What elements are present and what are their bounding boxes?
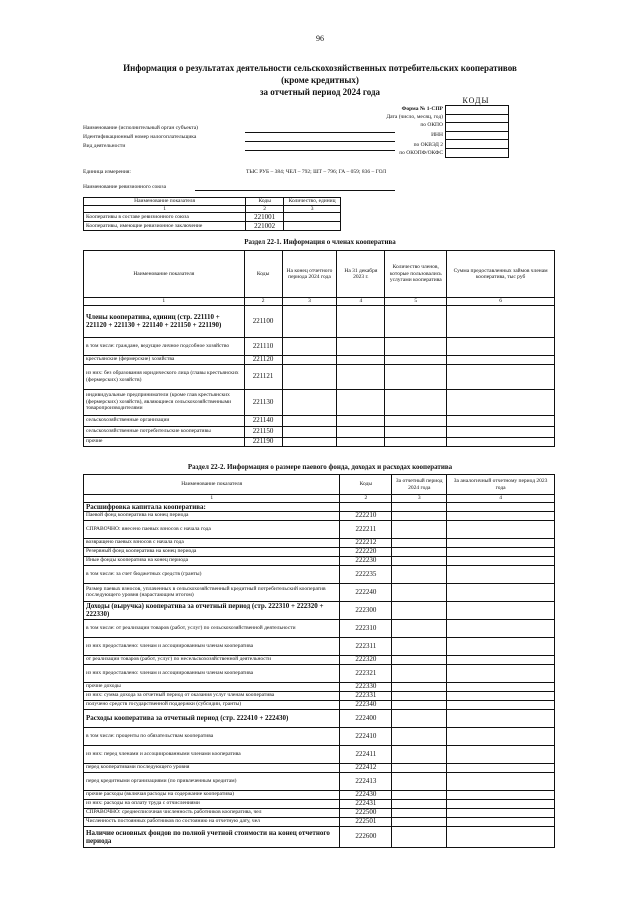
table-row	[84, 547, 555, 556]
value-cell[interactable]	[337, 364, 385, 389]
s2-colnum: 2	[340, 495, 392, 503]
value-cell[interactable]	[447, 799, 555, 808]
form-label-2: Дата (число, месяц, год)	[386, 114, 443, 120]
row-code: 222320	[340, 655, 392, 664]
s2-colnum: 3	[392, 495, 447, 503]
value-cell[interactable]	[385, 355, 447, 364]
value-cell[interactable]	[392, 826, 447, 847]
form-label-6: по ОКОПФ/ОКФС	[399, 150, 443, 156]
value-cell[interactable]	[392, 655, 447, 664]
row-name: СПРАВОЧНО: внесено паевых взносов с начала года	[84, 520, 340, 538]
s1-colnum: 6	[447, 298, 555, 306]
audit-colnum: 1	[84, 205, 246, 213]
s1-header: На конец отчетного периода 2024 года	[282, 251, 337, 298]
row-name: из них: перед членами и ассоциированными членами кооператива	[84, 745, 340, 763]
s1-colnum: 4	[337, 298, 385, 306]
section2-table	[83, 474, 555, 848]
report-title-line2: (кроме кредитных)	[281, 75, 359, 85]
row-code: 222235	[340, 565, 392, 583]
row-name: Расходы кооператива за отчетный период (стр. 222410 + 222430)	[84, 709, 340, 727]
row-code: 222400	[340, 709, 392, 727]
row-code: 222330	[340, 682, 392, 691]
row-name: сельскохозяйственные организации	[84, 415, 245, 426]
value-cell[interactable]	[392, 511, 447, 520]
value-cell[interactable]	[392, 691, 447, 700]
value-cell[interactable]	[392, 538, 447, 547]
audit-colnum: 2	[246, 205, 284, 213]
row-code: 222430	[340, 790, 392, 799]
value-cell[interactable]	[392, 583, 447, 601]
audit-union-label: Наименование ревизионного союза	[83, 184, 167, 190]
row-code: 222240	[340, 583, 392, 601]
table-row	[84, 682, 555, 691]
row-name: Доходы (выручка) кооператива за отчетный период (стр. 222310 + 222320 + 222330)	[84, 601, 340, 619]
inn-line[interactable]	[245, 141, 395, 142]
table-row	[84, 817, 555, 826]
activity-line[interactable]	[245, 150, 395, 151]
value-cell[interactable]	[282, 364, 337, 389]
table-row	[84, 601, 555, 619]
row-code: 222300	[340, 601, 392, 619]
s1-header: Наименование показателя	[84, 251, 245, 298]
value-cell[interactable]	[337, 355, 385, 364]
row-code: 222321	[340, 664, 392, 682]
row-code: 222340	[340, 700, 392, 709]
value-cell[interactable]	[447, 305, 555, 337]
value-cell[interactable]	[392, 817, 447, 826]
s2-header: Наименование показателя	[84, 475, 340, 495]
s1-header: Количество членов, которые пользовались услугами кооператива	[385, 251, 447, 298]
section2-title: Раздел 22-2. Информация о размере паевого фонда, доходах и расходах кооператива	[187, 463, 453, 471]
value-cell[interactable]	[392, 556, 447, 565]
report-title-line3: за отчетный период 2024 года	[259, 87, 381, 97]
value-cell[interactable]	[447, 520, 555, 538]
value-cell[interactable]	[392, 745, 447, 763]
table-row	[84, 556, 555, 565]
value-cell[interactable]	[447, 364, 555, 389]
form-label-5: по ОКВЭД 2	[413, 142, 443, 148]
row-name: индивидуальные предприниматели (кроме глав крестьянских (фермерских) хозяйств), являющиеся сельскохозяйственными товаропроизводителями	[84, 389, 245, 415]
value-cell[interactable]	[385, 305, 447, 337]
row-name: перед кредитными организациями (по привлеченным кредитам)	[84, 772, 340, 790]
value-cell[interactable]	[447, 772, 555, 790]
row-code: 222211	[340, 520, 392, 538]
table-row	[84, 727, 555, 745]
row-code: 221002	[246, 222, 284, 231]
row-name: Расшифровка капитала кооператива:	[84, 502, 340, 511]
row-code: 221121	[244, 364, 282, 389]
table-row	[84, 745, 555, 763]
row-name: Кооперативы в составе ревизионного союза	[84, 213, 246, 222]
value-cell[interactable]	[337, 389, 385, 415]
table-row	[84, 826, 555, 847]
table-row	[84, 355, 555, 364]
value-cell[interactable]	[447, 511, 555, 520]
row-name: Кооперативы, имеющие ревизионное заключение	[84, 222, 246, 231]
codes-header: КОДЫ	[462, 96, 490, 105]
table-row	[84, 772, 555, 790]
value-cell[interactable]	[337, 426, 385, 437]
table-row	[84, 637, 555, 655]
table-row	[84, 511, 555, 520]
audit-union-line[interactable]	[195, 190, 395, 191]
value-cell[interactable]	[392, 790, 447, 799]
row-name: в том числе: граждане, ведущие личное подсобное хозяйство	[84, 337, 245, 355]
code-cell-okved[interactable]	[446, 140, 508, 149]
value-cell[interactable]	[447, 682, 555, 691]
value-cell[interactable]	[447, 437, 555, 446]
form-label-4: ИНН	[431, 132, 443, 138]
audit-table	[83, 197, 341, 231]
row-code: 222411	[340, 745, 392, 763]
code-cell-date[interactable]	[446, 115, 508, 124]
row-name: из них: сумма дохода за отчетный период от оказания услуг членам кооператива	[84, 691, 340, 700]
value-cell[interactable]	[392, 700, 447, 709]
row-name: крестьянские (фермерские) хозяйства	[84, 355, 245, 364]
org-name-label: Наименование (исполнительный орган субъекта)	[83, 125, 199, 131]
value-cell[interactable]	[392, 763, 447, 772]
value-cell[interactable]	[337, 305, 385, 337]
s1-header: Коды	[244, 251, 282, 298]
row-code: 221140	[244, 415, 282, 426]
unit-label: Единица измерения:	[83, 169, 131, 175]
value-cell[interactable]	[447, 337, 555, 355]
row-code: 222413	[340, 772, 392, 790]
row-name: получено средств государственной поддержки (субсидии, гранты)	[84, 700, 340, 709]
row-name: возвращено паевых взносов с начала года	[84, 538, 340, 547]
table-row	[84, 790, 555, 799]
row-code: 222500	[340, 808, 392, 817]
row-name: Члены кооператива, единиц (стр. 221110 + 221120 + 221130 + 221140 + 221150 + 221190)	[84, 305, 245, 337]
s1-colnum: 1	[84, 298, 245, 306]
value-cell[interactable]	[392, 619, 447, 637]
table-row	[84, 808, 555, 817]
page-number: 96	[316, 34, 324, 43]
table-row	[84, 213, 341, 222]
value-cell[interactable]	[447, 583, 555, 601]
value-cell[interactable]	[392, 772, 447, 790]
value-cell[interactable]	[447, 502, 555, 511]
value-cell[interactable]	[385, 437, 447, 446]
table-row	[84, 655, 555, 664]
row-name: Наличие основных фондов по полной учетной стоимости на конец отчетного периода	[84, 826, 340, 847]
value-cell[interactable]	[282, 426, 337, 437]
row-code: 221120	[244, 355, 282, 364]
section2-body	[84, 502, 555, 847]
table-row	[84, 337, 555, 355]
row-code: 222310	[340, 619, 392, 637]
row-name: в том числе: от реализации товаров (работ, услуг) по сельскохозяйственной деятельности	[84, 619, 340, 637]
s2-header: За отчетный период 2024 года	[392, 475, 447, 495]
table-row	[84, 426, 555, 437]
row-code: 222212	[340, 538, 392, 547]
code-cell-inn[interactable]	[446, 132, 508, 141]
value-cell[interactable]	[392, 799, 447, 808]
activity-label: Вид деятельности	[83, 143, 126, 149]
row-code: 221150	[244, 426, 282, 437]
row-name: Резервный фонд кооператива на конец периода	[84, 547, 340, 556]
value-cell[interactable]	[282, 305, 337, 337]
row-code: 222501	[340, 817, 392, 826]
s2-header: Коды	[340, 475, 392, 495]
value-cell[interactable]	[447, 808, 555, 817]
value-cell[interactable]	[447, 637, 555, 655]
value-cell[interactable]	[392, 709, 447, 727]
value-cell[interactable]	[282, 355, 337, 364]
audit-header-name: Наименование показателя	[84, 198, 246, 206]
row-name: сельскохозяйственные потребительские кооперативы	[84, 426, 245, 437]
row-code: 222311	[340, 637, 392, 655]
row-code: 221001	[246, 213, 284, 222]
value-cell[interactable]	[282, 437, 337, 446]
table-row	[84, 763, 555, 772]
value-cell[interactable]	[392, 664, 447, 682]
value-cell[interactable]	[385, 364, 447, 389]
value-cell[interactable]	[447, 619, 555, 637]
row-code: 221130	[244, 389, 282, 415]
value-cell[interactable]	[392, 547, 447, 556]
value-cell[interactable]	[447, 415, 555, 426]
row-name: из них предоставлено: членам и ассоциированным членам кооператива	[84, 664, 340, 682]
row-name: из них предоставлено: членам и ассоциированным членам кооператива	[84, 637, 340, 655]
value-cell[interactable]	[447, 817, 555, 826]
value-cell[interactable]	[392, 601, 447, 619]
unit-value: ТЫС РУБ – 384; ЧЕЛ – 792; ШТ – 796; ГА – 059; 836 – ГОЛ	[246, 169, 387, 175]
row-name: из них: расходы на оплату труда с отчислениями	[84, 799, 340, 808]
row-name: в том числе: проценты по обязательствам кооператива	[84, 727, 340, 745]
form-label-1: Форма № 1-СПР	[401, 106, 443, 112]
row-code: 222431	[340, 799, 392, 808]
row-code: 222412	[340, 763, 392, 772]
value-cell[interactable]	[447, 763, 555, 772]
table-row	[84, 502, 555, 511]
value-cell[interactable]	[337, 337, 385, 355]
row-code: 222230	[340, 556, 392, 565]
value-cell[interactable]	[385, 337, 447, 355]
value-cell[interactable]	[447, 727, 555, 745]
value-cell[interactable]	[447, 691, 555, 700]
row-name: прочие доходы	[84, 682, 340, 691]
value-cell[interactable]	[447, 745, 555, 763]
row-code: 222331	[340, 691, 392, 700]
value-cell[interactable]	[447, 790, 555, 799]
value-cell[interactable]	[282, 337, 337, 355]
audit-header-code: Коды	[246, 198, 284, 206]
value-cell[interactable]	[447, 355, 555, 364]
value-cell[interactable]	[337, 415, 385, 426]
value-cell[interactable]	[447, 700, 555, 709]
row-code	[340, 502, 392, 511]
row-name: Паевой фонд кооператива на конец периода	[84, 511, 340, 520]
value-cell[interactable]	[392, 502, 447, 511]
s1-header: Сумма предоставленных займов членам кооператива, тыс руб	[447, 251, 555, 298]
s1-colnum: 3	[282, 298, 337, 306]
value-cell[interactable]	[392, 520, 447, 538]
value-cell[interactable]	[447, 547, 555, 556]
value-cell[interactable]	[385, 426, 447, 437]
s1-colnum: 5	[385, 298, 447, 306]
table-row	[84, 691, 555, 700]
row-name: прочие расходы (включая расходы на содержание кооператива)	[84, 790, 340, 799]
table-row	[84, 619, 555, 637]
row-name: Численность постоянных работников по состоянию на отчетную дату, чел	[84, 817, 340, 826]
value-cell[interactable]	[447, 565, 555, 583]
value-cell[interactable]	[282, 415, 337, 426]
value-cell[interactable]	[447, 655, 555, 664]
value-cell[interactable]	[447, 389, 555, 415]
value-cell[interactable]	[392, 682, 447, 691]
table-row	[84, 437, 555, 446]
value-cell[interactable]	[447, 601, 555, 619]
row-code: 222220	[340, 547, 392, 556]
value-cell[interactable]	[337, 437, 385, 446]
table-row	[84, 565, 555, 583]
code-cell-okpo[interactable]	[446, 123, 508, 132]
row-name: прочие	[84, 437, 245, 446]
row-name: от реализации товаров (работ, услуг) по несельскохозяйственной деятельности	[84, 655, 340, 664]
value-cell[interactable]	[447, 709, 555, 727]
row-code: 221110	[244, 337, 282, 355]
s2-header: За аналогичный отчетному период 2023 года	[447, 475, 555, 495]
value-cell[interactable]	[447, 538, 555, 547]
code-cell-okopf[interactable]	[446, 149, 508, 157]
row-name: СПРАВОЧНО: среднесписочная численность работников кооператива, чел	[84, 808, 340, 817]
audit-colnum: 3	[284, 205, 341, 213]
value-cell[interactable]	[447, 664, 555, 682]
table-row	[84, 538, 555, 547]
row-name: Иные фонды кооператива на конец периода	[84, 556, 340, 565]
value-cell[interactable]	[447, 556, 555, 565]
value-cell[interactable]	[392, 637, 447, 655]
table-row	[84, 389, 555, 415]
audit-header-qty: Количество, единиц	[284, 198, 341, 206]
value-cell[interactable]	[284, 222, 341, 231]
value-cell[interactable]	[282, 389, 337, 415]
value-cell[interactable]	[392, 808, 447, 817]
value-cell[interactable]	[447, 426, 555, 437]
section1-table	[83, 250, 555, 447]
report-title-line1: Информация о результатах деятельности сельскохозяйственных потребительских кооперативов	[123, 63, 517, 73]
value-cell[interactable]	[392, 565, 447, 583]
value-cell[interactable]	[385, 415, 447, 426]
table-row	[84, 700, 555, 709]
s2-colnum: 1	[84, 495, 340, 503]
s2-colnum: 4	[447, 495, 555, 503]
codes-box	[445, 105, 509, 158]
table-row	[84, 305, 555, 337]
value-cell[interactable]	[284, 213, 341, 222]
value-cell[interactable]	[447, 826, 555, 847]
table-row	[84, 222, 341, 231]
row-code: 221190	[244, 437, 282, 446]
table-row	[84, 364, 555, 389]
s1-header: На 31 декабря 2023 г.	[337, 251, 385, 298]
table-row	[84, 583, 555, 601]
s1-colnum: 2	[244, 298, 282, 306]
row-code: 222210	[340, 511, 392, 520]
code-cell-form[interactable]	[446, 106, 508, 115]
row-name: Размер паевых взносов, уплаченных в сельскохозяйственный кредитный потребительский кооператив последующего уровня (нарастающим итогом)	[84, 583, 340, 601]
value-cell[interactable]	[385, 389, 447, 415]
table-row	[84, 709, 555, 727]
value-cell[interactable]	[392, 727, 447, 745]
table-row	[84, 520, 555, 538]
row-name: перед кооперативами последующего уровня	[84, 763, 340, 772]
row-name: из них: без образования юридического лица (главы крестьянских (фермерских) хозяйств)	[84, 364, 245, 389]
section1-title: Раздел 22-1. Информация о членах кооператива	[244, 238, 396, 246]
row-name: в том числе: за счет бюджетных средств (гранты)	[84, 565, 340, 583]
table-row	[84, 664, 555, 682]
org-name-line[interactable]	[245, 132, 395, 133]
inn-label: Идентификационный номер налогоплательщика	[83, 134, 197, 140]
table-row	[84, 799, 555, 808]
row-code: 221100	[244, 305, 282, 337]
table-row	[84, 415, 555, 426]
row-code: 222410	[340, 727, 392, 745]
row-code: 222600	[340, 826, 392, 847]
form-label-3: по ОКПО	[420, 122, 443, 128]
